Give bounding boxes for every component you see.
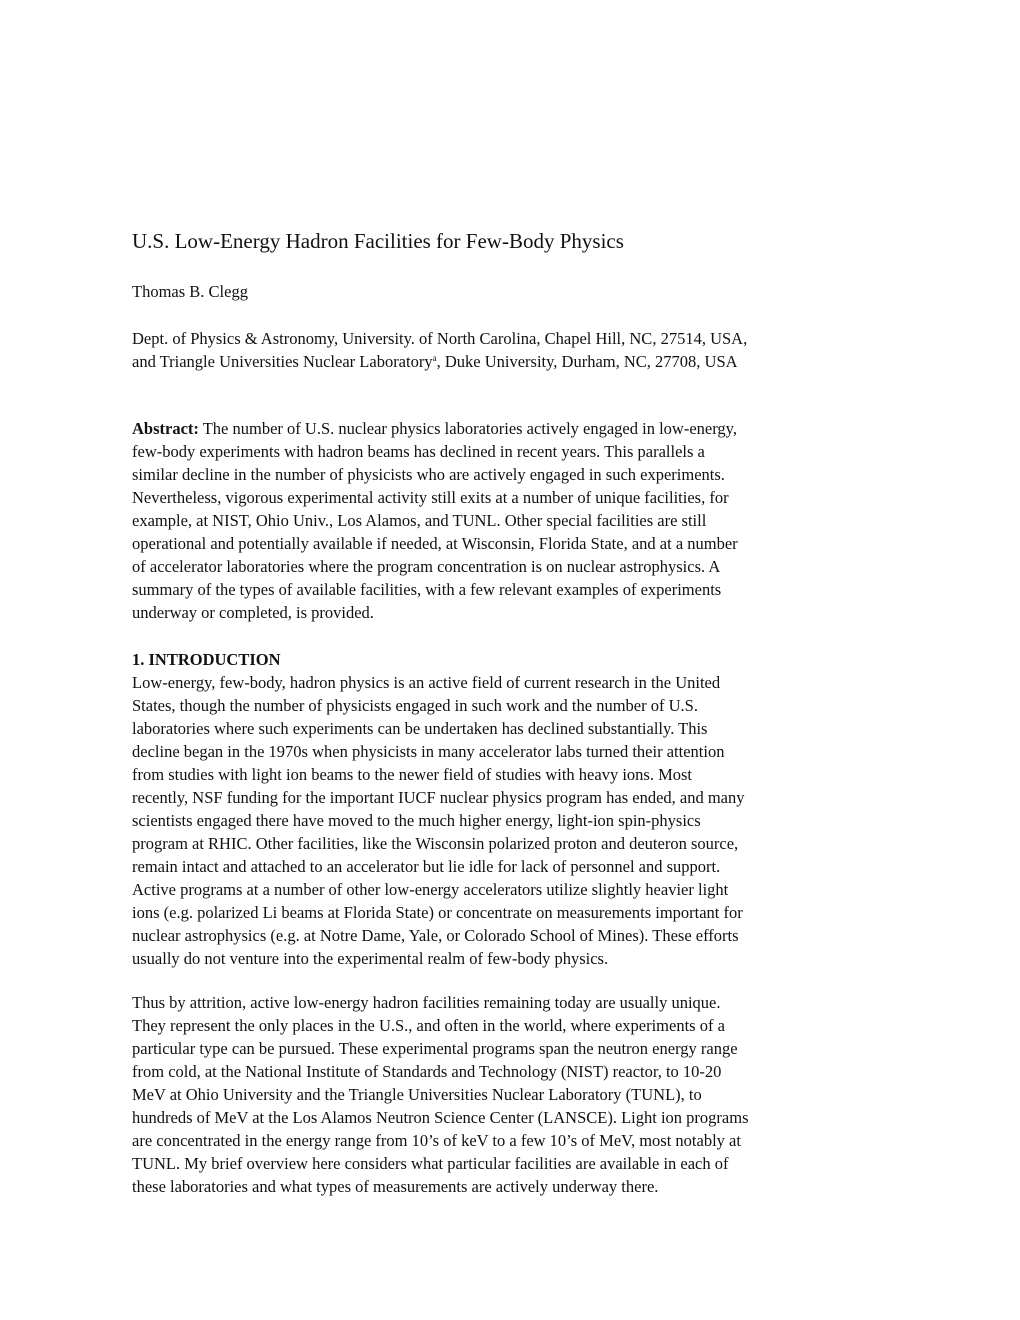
introduction-paragraph-1 bbox=[132, 671, 892, 970]
paragraph-line: ions (e.g. polarized Li beams at Florida State) or concentrate on measurements important for bbox=[132, 903, 743, 922]
abstract-text: The number of U.S. nuclear physics laboratories actively engaged in low-energy, bbox=[198, 419, 737, 438]
paragraph-line: Active programs at a number of other low-energy accelerators utilize slightly heavier light bbox=[132, 880, 729, 899]
paragraph-line: particular type can be pursued. These experimental programs span the neutron energy range bbox=[132, 1039, 738, 1058]
paragraph-line: program at RHIC. Other facilities, like the Wisconsin polarized proton and deuteron source, bbox=[132, 834, 739, 853]
affiliation bbox=[132, 327, 747, 373]
paragraph-line: States, though the number of physicists engaged in such work and the number of U.S. bbox=[132, 696, 698, 715]
abstract-line: Nevertheless, vigorous experimental activity still exits at a number of unique facilities, for bbox=[132, 488, 729, 507]
affiliation-line-2-rest: , Duke University, Durham, NC, 27708, USA bbox=[436, 352, 738, 371]
author-name: Thomas B. Clegg bbox=[132, 282, 248, 301]
abstract-label: Abstract: bbox=[132, 419, 199, 438]
paragraph-line: decline began in the 1970s when physicists in many accelerator labs turned their attention bbox=[132, 742, 725, 761]
abstract-line bbox=[132, 417, 892, 440]
paragraph-line: Thus by attrition, active low-energy hadron facilities remaining today are usually unique. bbox=[132, 993, 721, 1012]
abstract-line: of accelerator laboratories where the program concentration is on nuclear astrophysics. A bbox=[132, 557, 721, 576]
paragraph-line: Low-energy, few-body, hadron physics is an active field of current research in the United bbox=[132, 673, 721, 692]
abstract-line: summary of the types of available facilities, with a few relevant examples of experiments bbox=[132, 580, 722, 599]
affiliation-line-2 bbox=[132, 350, 747, 373]
paragraph-line: usually do not venture into the experimental realm of few-body physics. bbox=[132, 949, 609, 968]
paragraph-line: laboratories where such experiments can be undertaken has declined substantially. This bbox=[132, 719, 708, 738]
abstract bbox=[132, 417, 892, 624]
abstract-line: operational and potentially available if needed, at Wisconsin, Florida State, and at a number bbox=[132, 534, 738, 553]
abstract-line: underway or completed, is provided. bbox=[132, 603, 374, 622]
footnote-marker: a bbox=[432, 353, 437, 363]
paragraph-line: remain intact and attached to an accelerator but lie idle for lack of personnel and support. bbox=[132, 857, 721, 876]
paragraph-line: They represent the only places in the U.S., and often in the world, where experiments of a bbox=[132, 1016, 725, 1035]
paragraph-line: are concentrated in the energy range from 10’s of keV to a few 10’s of MeV, most notably at bbox=[132, 1131, 741, 1150]
paragraph-line: scientists engaged there have moved to the much higher energy, light-ion spin-physics bbox=[132, 811, 701, 830]
abstract-line: similar decline in the number of physicists who are actively engaged in such experiments. bbox=[132, 465, 725, 484]
paragraph-line: nuclear astrophysics (e.g. at Notre Dame, Yale, or Colorado School of Mines). These efforts bbox=[132, 926, 739, 945]
affiliation-line-1: Dept. of Physics & Astronomy, University. of North Carolina, Chapel Hill, NC, 27514, USA, bbox=[132, 329, 748, 348]
paragraph-line: these laboratories and what types of measurements are actively underway there. bbox=[132, 1177, 659, 1196]
paper-title: U.S. Low-Energy Hadron Facilities for Few-Body Physics bbox=[132, 229, 624, 253]
paragraph-line: from cold, at the National Institute of Standards and Technology (NIST) reactor, to 10-20 bbox=[132, 1062, 722, 1081]
paragraph-line: TUNL. My brief overview here considers what particular facilities are available in each of bbox=[132, 1154, 729, 1173]
paragraph-line: hundreds of MeV at the Los Alamos Neutron Science Center (LANSCE). Light ion programs bbox=[132, 1108, 749, 1127]
paragraph-line: from studies with light ion beams to the newer field of studies with heavy ions. Most bbox=[132, 765, 693, 784]
paragraph-line: MeV at Ohio University and the Triangle Universities Nuclear Laboratory (TUNL), to bbox=[132, 1085, 702, 1104]
section-heading-introduction: 1. INTRODUCTION bbox=[132, 650, 281, 669]
abstract-line: few-body experiments with hadron beams has declined in recent years. This parallels a bbox=[132, 442, 705, 461]
introduction-paragraph-2 bbox=[132, 991, 892, 1198]
abstract-line: example, at NIST, Ohio Univ., Los Alamos, and TUNL. Other special facilities are still bbox=[132, 511, 707, 530]
paragraph-line: recently, NSF funding for the important IUCF nuclear physics program has ended, and many bbox=[132, 788, 745, 807]
affiliation-line-2-text: and Triangle Universities Nuclear Laboratory bbox=[132, 352, 433, 371]
